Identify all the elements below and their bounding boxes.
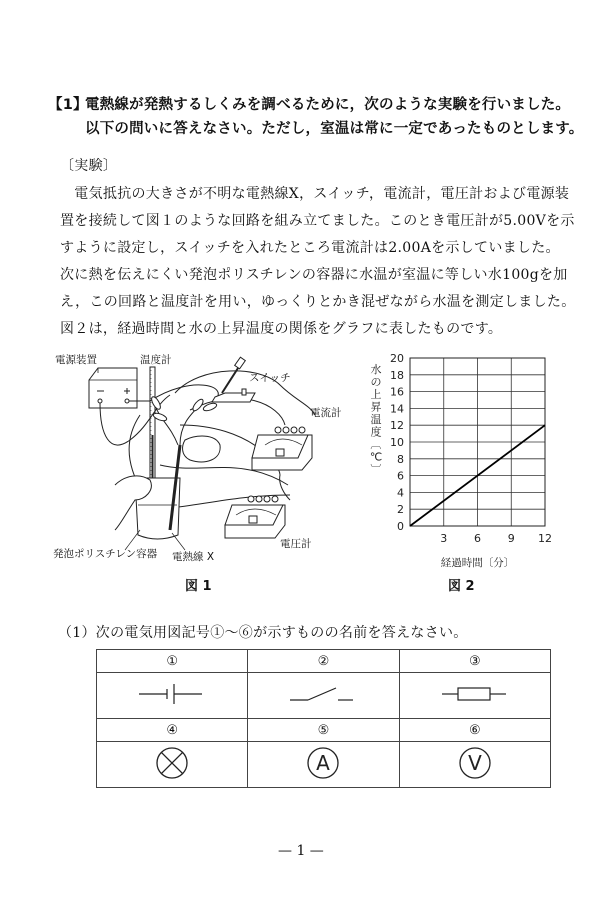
question-intro-line2: 以下の問いに答えなさい。ただし，室温は常に一定であったものとします。: [85, 121, 584, 137]
experiment-line: 次に熱を伝えにくい発泡ポリスチレンの容器に水温が室温に等しい水100gを加: [60, 267, 568, 283]
y-tick-label: 12: [390, 419, 404, 433]
ammeter-label: 電流計: [310, 407, 342, 419]
ammeter-symbol-icon: [305, 745, 341, 781]
ammeter-letter: A: [316, 750, 331, 775]
figure1-caption: 図 1: [185, 579, 212, 594]
x-tick-label: 12: [538, 532, 552, 545]
y-tick-label: 10: [390, 436, 404, 449]
figure2-caption: 図 2: [448, 579, 475, 594]
experiment-line: すように設定し，スイッチを入れたところ電流計は2.00Aを示していました。: [60, 240, 560, 256]
y-axis-label-char: 度: [370, 425, 382, 439]
heating-wire-label: 電熱線 X: [172, 551, 215, 563]
y-tick-label: 8: [397, 452, 404, 466]
y-tick-label: 20: [390, 352, 404, 365]
figure1-illustration: [40, 345, 360, 565]
y-axis-label-char: 温: [370, 413, 382, 426]
switch-symbol-icon: [288, 682, 358, 706]
symbol-number: ③: [399, 650, 550, 673]
x-tick-label: 6: [474, 532, 481, 545]
y-axis-label-char: 〕: [369, 463, 382, 475]
experiment-line: 置を接続して図１のような回路を組み立てました。このとき電圧計が5.00Vを示: [60, 213, 575, 229]
container-label: 発泡ポリスチレン容器: [53, 548, 158, 560]
experiment-line: 電気抵抗の大きさが不明な電熱線X，スイッチ，電流計，電圧計および電源装: [60, 186, 570, 202]
voltmeter-letter: V: [467, 750, 482, 775]
question-intro-line1: 電熱線が発熱するしくみを調べるために，次のような実験を行いました。: [85, 97, 571, 113]
experiment-heading: 〔実験〕: [60, 158, 118, 174]
thermometer-label: 温度計: [140, 354, 172, 366]
y-tick-label: 14: [390, 402, 404, 416]
symbols-table: [96, 649, 551, 788]
y-axis-label-char: 上: [370, 388, 382, 401]
ammeter-icon: [252, 427, 312, 470]
symbol-number: ②: [248, 650, 399, 673]
x-axis-label: 経過時間〔分〕: [440, 557, 515, 569]
figure2-chart: [360, 345, 560, 575]
page-number: — 1 —: [278, 843, 324, 859]
y-tick-label: 6: [397, 469, 404, 483]
cell-battery-symbol-icon: [137, 682, 207, 706]
symbol-number: ④: [97, 719, 248, 742]
power-supply-icon: [89, 368, 137, 408]
y-tick-label: 2: [397, 503, 404, 517]
symbol-number: ⑥: [399, 719, 550, 742]
subquestion1-text: （1）次の電気用図記号①～⑥が示すものの名前を答えなさい。: [58, 625, 468, 641]
y-axis-label-char: 水: [370, 363, 382, 376]
switch-label: スイッチ: [249, 372, 291, 384]
power-supply-label: 電源装置: [55, 354, 97, 366]
y-axis-label-char: 〔: [369, 438, 382, 450]
y-axis-label-char: の: [370, 375, 382, 389]
resistor-symbol-icon: [440, 682, 510, 706]
symbol-number: ①: [97, 650, 248, 673]
voltmeter-icon: [225, 496, 285, 538]
y-tick-label: 4: [397, 486, 404, 500]
x-tick-label: 9: [507, 532, 515, 545]
question-number: 【1】: [48, 97, 88, 113]
y-tick-label: 18: [390, 368, 404, 382]
experiment-line: え，この回路と温度計を用い，ゆっくりとかき混ぜながら水温を測定しました。: [60, 294, 576, 310]
x-tick-label: 3: [440, 532, 448, 545]
voltmeter-label: 電圧計: [280, 538, 312, 550]
y-axis-label-char: 昇: [370, 400, 382, 414]
lamp-symbol-icon: [154, 745, 190, 781]
y-axis-label-char: ℃: [369, 450, 383, 464]
y-tick-label: 0: [397, 520, 404, 533]
symbol-number: ⑤: [248, 719, 399, 742]
experiment-line: 図２は，経過時間と水の上昇温度の関係をグラフに表したものです。: [60, 321, 503, 337]
voltmeter-symbol-icon: [457, 745, 493, 781]
y-tick-label: 16: [390, 385, 404, 399]
